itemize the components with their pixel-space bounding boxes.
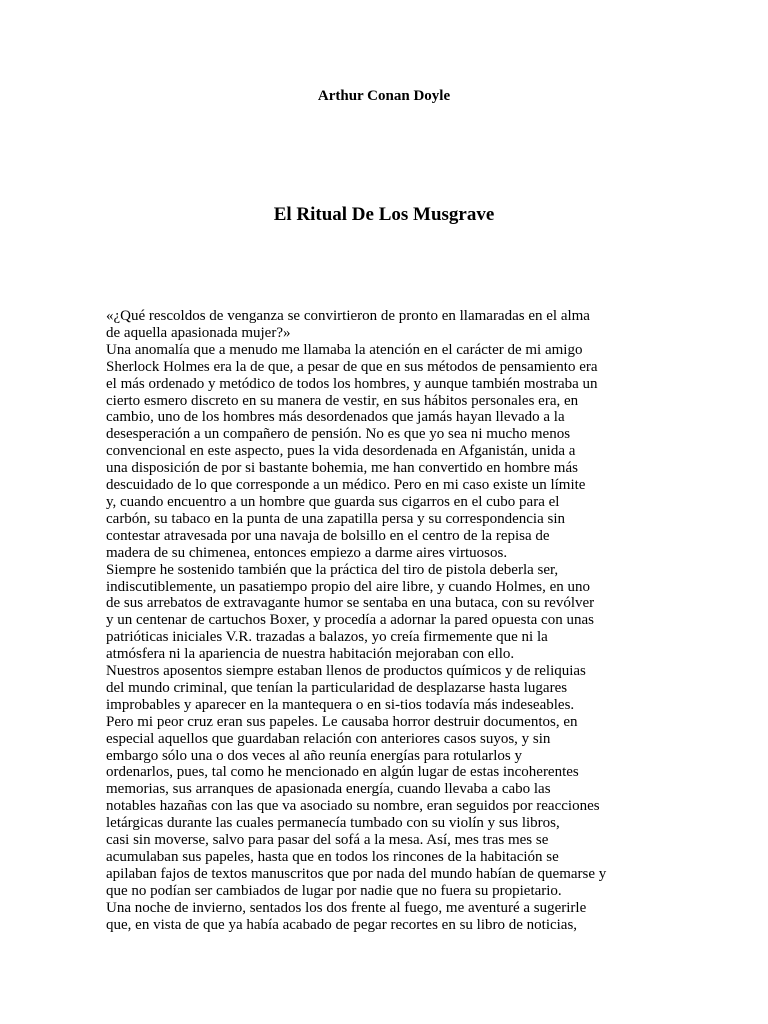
body-line: del mundo criminal, que tenían la particularidad de desplazarse hasta lugares: [106, 679, 568, 696]
body-line: descuidado de lo que corresponde a un médico. Pero en mi caso existe un límite: [106, 477, 586, 494]
body-text: [106, 308, 646, 934]
body-line: Una anomalía que a menudo me llamaba la atención en el carácter de mi amigo: [106, 341, 583, 358]
body-line: Siempre he sostenido también que la práctica del tiro de pistola deberla ser,: [106, 561, 559, 578]
body-line: carbón, su tabaco en la punta de una zapatilla persa y su correspondencia sin: [106, 510, 565, 527]
body-line: improbables y aparecer en la mantequera o en si-tios todavía más indeseables.: [106, 696, 575, 713]
body-line: Sherlock Holmes era la de que, a pesar de que en sus métodos de pensamiento era: [106, 358, 598, 375]
body-line: atmósfera ni la apariencia de nuestra habitación mejoraban con ello.: [106, 646, 515, 663]
body-line: cambio, uno de los hombres más desordenados que jamás hayan llevado a la: [106, 409, 565, 426]
body-line: embargo sólo una o dos veces al año reunía energías para rotularlos y: [106, 747, 522, 764]
body-line: indiscutiblemente, un pasatiempo propio del aire libre, y cuando Holmes, en uno: [106, 578, 591, 595]
body-line: desesperación a un compañero de pensión. No es que yo sea ni mucho menos: [106, 426, 571, 443]
body-line: que, en vista de que ya había acabado de pegar recortes en su libro de noticias,: [106, 916, 578, 933]
body-line: convencional en este aspecto, pues la vida desordenada en Afganistán, unida a: [106, 443, 576, 460]
body-line: acumulaban sus papeles, hasta que en todos los rincones de la habitación se: [106, 849, 559, 865]
body-line: Pero mi peor cruz eran sus papeles. Le causaba horror destruir documentos, en: [106, 713, 578, 730]
body-line: y, cuando encuentro a un hombre que guarda sus cigarros en el cubo para el: [106, 493, 560, 510]
body-line: contestar atravesada por una navaja de bolsillo en el centro de la repisa de: [106, 527, 550, 544]
body-line: el más ordenado y metódico de todos los hombres, y aunque también mostraba un: [106, 375, 598, 392]
body-line: madera de su chimenea, entonces empiezo a darme aires virtuosos.: [106, 544, 508, 561]
body-line: notables hazañas con las que va asociado su nombre, eran seguidos por reacciones: [106, 798, 600, 815]
body-line: ordenarlos, pues, tal como he mencionado en algún lugar de estas incoherentes: [106, 764, 579, 781]
body-line: «¿Qué rescoldos de venganza se convirtieron de pronto en llamaradas en el alma: [106, 308, 590, 324]
body-line: patrióticas iniciales V.R. trazadas a balazos, yo creía firmemente que ni la: [106, 629, 548, 646]
body-line: de sus arrebatos de extravagante humor se sentaba en una butaca, con su revólver: [106, 595, 595, 612]
body-line: casi sin moverse, salvo para pasar del sofá a la mesa. Así, mes tras mes se: [106, 832, 549, 849]
author-name: Arthur Conan Doyle: [317, 88, 451, 104]
body-line: que no podían ser cambiados de lugar por nadie que no fuera su propietario.: [106, 882, 562, 899]
body-line: especial aquellos que guardaban relación con anteriores casos suyos, y sin: [106, 730, 551, 747]
body-line: memorias, sus arranques de apasionada energía, cuando llevaba a cabo las: [106, 781, 551, 798]
document-title: El Ritual De Los Musgrave: [273, 204, 495, 225]
body-line: letárgicas durante las cuales permanecía tumbado con su violín y sus libros,: [106, 815, 560, 832]
body-line: y un centenar de cartuchos Boxer, y procedía a adornar la pared opuesta con unas: [106, 612, 594, 629]
body-line: Una noche de invierno, sentados los dos frente al fuego, me aventuré a sugerirle: [106, 899, 587, 916]
body-line: apilaban fajos de textos manuscritos que por nada del mundo habían de quemarse y: [106, 865, 607, 882]
body-line: una disposición de por si bastante bohemia, me han convertido en hombre más: [106, 460, 578, 477]
body-line: de aquella apasionada mujer?»: [106, 324, 291, 341]
body-line: cierto esmero discreto en su manera de vestir, en sus hábitos personales era, en: [106, 392, 579, 409]
body-line: Nuestros aposentos siempre estaban llenos de productos químicos y de reliquias: [106, 663, 586, 680]
